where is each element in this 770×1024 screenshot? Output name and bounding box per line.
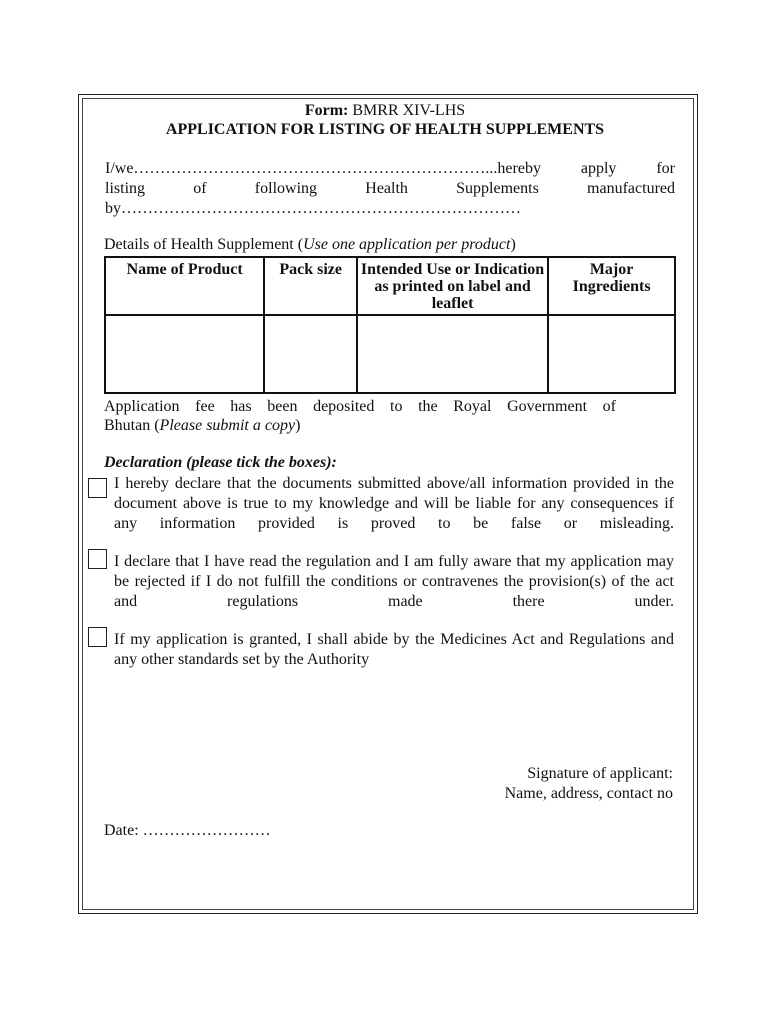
declaration-heading: Declaration (please tick the boxes): bbox=[104, 454, 337, 471]
details-heading bbox=[104, 236, 516, 254]
fee-italic: Please submit a copy bbox=[159, 417, 296, 434]
table-row bbox=[105, 315, 675, 393]
intro-line-1: I/we…………………………………………………………...hereby apply for bbox=[105, 160, 675, 177]
declaration-item-2: I declare that I have read the regulation and I am fully aware that my application may be rejected if I do not fulfill the conditions or contravenes the provision(s) of the act and regulations made there under. bbox=[114, 553, 674, 610]
intro-line-3: by………………………………………………………………… bbox=[105, 200, 521, 217]
cell-major-ingredients[interactable] bbox=[548, 315, 675, 393]
page-title: APPLICATION FOR LISTING OF HEALTH SUPPLEMENTS bbox=[165, 121, 605, 138]
product-table bbox=[104, 256, 676, 394]
cell-pack-size[interactable] bbox=[264, 315, 357, 393]
header-major-ingredients: Major Ingredients bbox=[548, 257, 675, 315]
fee-prefix: Bhutan ( bbox=[104, 417, 160, 434]
fee-line-2 bbox=[104, 416, 674, 436]
declaration-item-1: I hereby declare that the documents submitted above/all information provided in the document above is true to my knowledge and will be liable for any consequences if any information provided is proved to be false or misleading. bbox=[114, 475, 674, 532]
details-italic: Use one application per product bbox=[303, 236, 511, 253]
fee-line-1: Application fee has been deposited to the Royal Government of bbox=[104, 398, 616, 415]
signature-details-label: Name, address, contact no bbox=[504, 785, 673, 802]
form-label: Form: bbox=[304, 102, 349, 119]
declaration-checkbox-3[interactable] bbox=[88, 627, 107, 647]
header-intended-use: Intended Use or Indication as printed on label and leaflet bbox=[357, 257, 548, 315]
details-prefix: Details of Health Supplement ( bbox=[104, 236, 304, 253]
intro-line-2: listing of following Health Supplements manufactured bbox=[105, 180, 675, 197]
header-name-of-product: Name of Product bbox=[105, 257, 264, 315]
declaration-checkbox-2[interactable] bbox=[88, 549, 107, 569]
date-field[interactable]: Date: …………………… bbox=[104, 822, 271, 839]
cell-intended-use[interactable] bbox=[357, 315, 548, 393]
cell-name-of-product[interactable] bbox=[105, 315, 264, 393]
header-pack-size: Pack size bbox=[264, 257, 357, 315]
signature-label: Signature of applicant: bbox=[527, 765, 673, 782]
fee-suffix: ) bbox=[295, 417, 301, 434]
form-code-line bbox=[0, 102, 770, 120]
form-code: BMRR XIV-LHS bbox=[352, 102, 466, 119]
declaration-item-3: If my application is granted, I shall abide by the Medicines Act and Regulations and any other standards set by the Authority bbox=[114, 631, 674, 668]
table-header-row bbox=[105, 257, 675, 315]
declaration-checkbox-1[interactable] bbox=[88, 478, 107, 498]
details-suffix: ) bbox=[510, 236, 516, 253]
